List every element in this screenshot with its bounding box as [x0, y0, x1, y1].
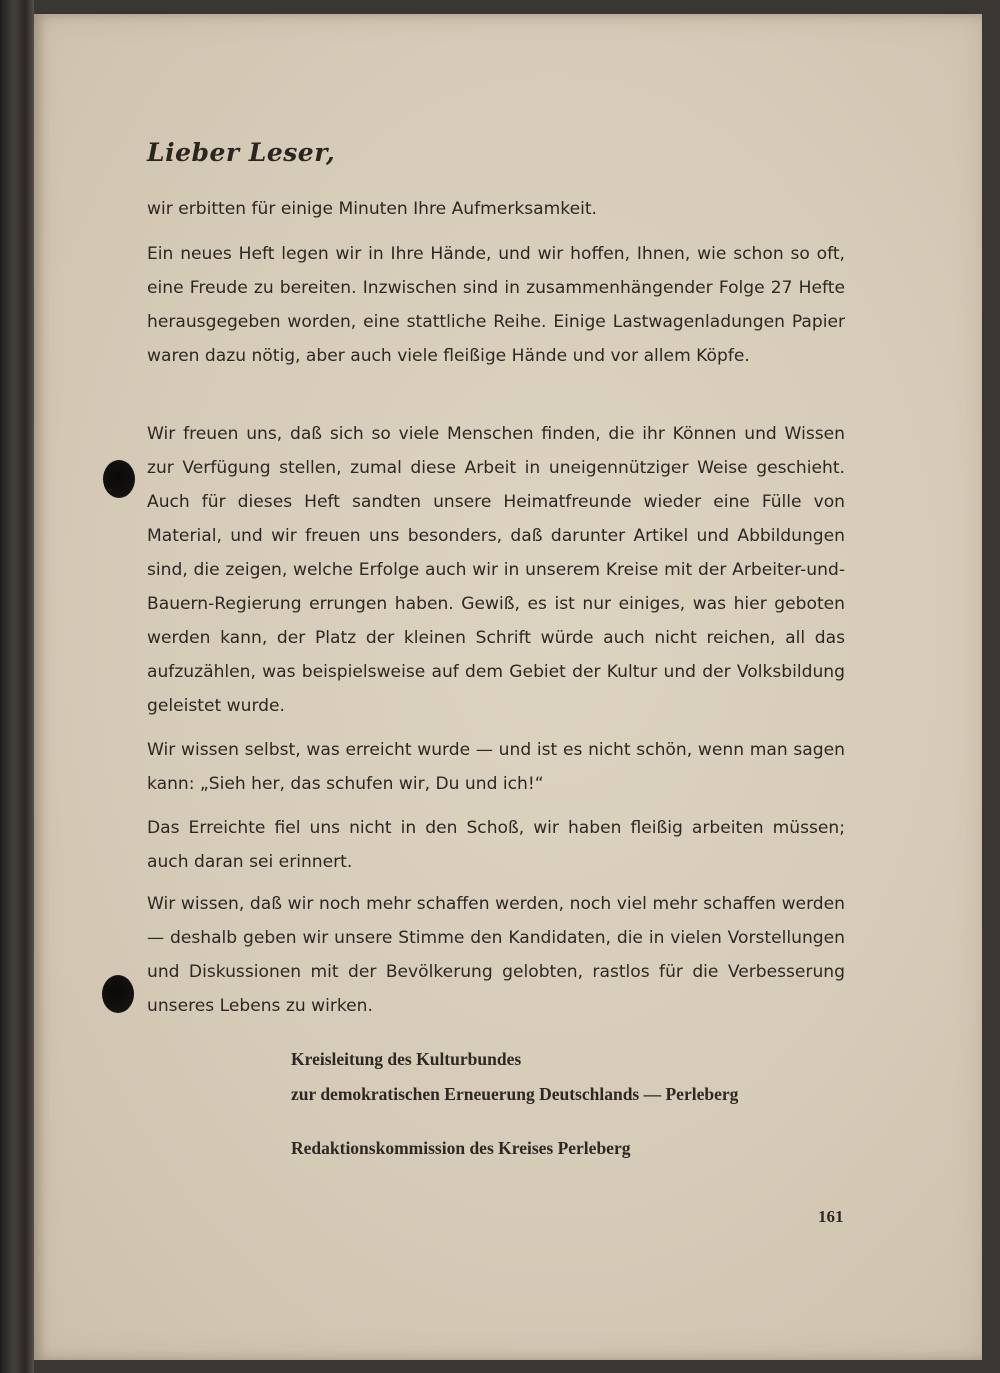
page-number: 161: [818, 1207, 844, 1226]
signature-organization-subtitle: zur demokratischen Erneuerung Deutschlands — Perleberg: [291, 1084, 739, 1104]
letter-paragraph: Wir wissen selbst, was erreicht wurde — und ist es nicht schön, wenn man sagen kann: „Sieh her, das schufen wir, Du und ich!“: [147, 740, 845, 794]
letter-paragraph: Wir freuen uns, daß sich so viele Menschen finden, die ihr Können und Wissen zur Verfügung stellen, zumal diese Arbeit in uneigennütziger Weise geschieht. Auch für dieses Heft sandten unsere Heimatfreunde wieder eine Fülle von Material, und wir freuen uns besonders, daß darunter Artikel und Abbildungen sind, die zeigen, welche Erfolge auch wir in unserem Kreise mit der Arbeiter-und-Bauern-Regierung errungen haben. Gewiß, es ist nur einiges, was hier geboten werden kann, der Platz der kleinen Schrift würde auch nicht reichen, all das aufzuzählen, was beispielsweise auf dem Gebiet der Kultur und der Volksbildung geleistet wurde.: [147, 424, 845, 716]
signature-organization: Kreisleitung des Kulturbundes: [291, 1049, 522, 1069]
letter-paragraph: Wir wissen, daß wir noch mehr schaffen werden, noch viel mehr schaffen werden — deshalb geben wir unsere Stimme den Kandidaten, die in vielen Vorstellungen und Diskussionen mit der Bevölkerung gelobten, rastlos für die Verbesserung unseres Lebens zu wirken.: [147, 894, 845, 1016]
book-binding-edge: [0, 0, 34, 1373]
letter-paragraph: Ein neues Heft legen wir in Ihre Hände, und wir hoffen, Ihnen, wie schon so oft, eine Freude zu bereiten. Inzwischen sind in zusammenhängender Folge 27 Hefte herausgegeben worden, eine stattliche Reihe. Einige Lastwagenladungen Papier waren dazu nötig, aber auch viele fleißige Hände und vor allem Köpfe.: [147, 244, 845, 366]
letter-paragraph: Das Erreichte fiel uns nicht in den Schoß, wir haben fleißig arbeiten müssen; auch daran sei erinnert.: [147, 818, 845, 872]
signature-editorial-committee: Redaktionskommission des Kreises Perleberg: [291, 1138, 631, 1158]
punch-hole: [103, 460, 135, 498]
letter-paragraph: wir erbitten für einige Minuten Ihre Aufmerksamkeit.: [147, 199, 597, 219]
punch-hole: [102, 975, 134, 1013]
letter-greeting: Lieber Leser,: [147, 138, 336, 167]
